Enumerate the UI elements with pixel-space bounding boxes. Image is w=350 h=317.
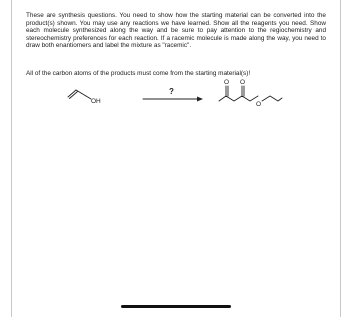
ester-oxygen-label: O bbox=[256, 101, 262, 108]
ethyl-group bbox=[262, 96, 282, 101]
product-carbon-chain bbox=[219, 96, 258, 101]
starting-material-structure bbox=[68, 90, 101, 105]
product-structure bbox=[219, 79, 282, 108]
carbon-source-note: All of the carbon atoms of the products must come from the starting material(s)! bbox=[26, 70, 251, 77]
instructions-paragraph: These are synthesis questions. You need to show how the starting material can be converted into the product(s) shown. You may use any reactions we have learned. Show all the reagents you need. Show each molecule synthesized along the way and be sure to pay attention to the regiochemistry and stereochemistry preferences for each reaction. If a racemic molecule is made along the way, you need to draw both enantiomers and label the mixture as "racemic". bbox=[26, 12, 326, 50]
allylic-bond bbox=[76, 90, 86, 96]
arrow-question-mark: ? bbox=[169, 87, 174, 96]
ketone-oxygen-label: O bbox=[224, 79, 230, 86]
arrow-head bbox=[197, 97, 203, 102]
hydroxyl-label: OH bbox=[91, 98, 101, 105]
home-indicator[interactable] bbox=[121, 305, 231, 308]
reaction-arrow bbox=[143, 87, 203, 102]
ester-carbonyl-oxygen-label: O bbox=[240, 79, 246, 86]
